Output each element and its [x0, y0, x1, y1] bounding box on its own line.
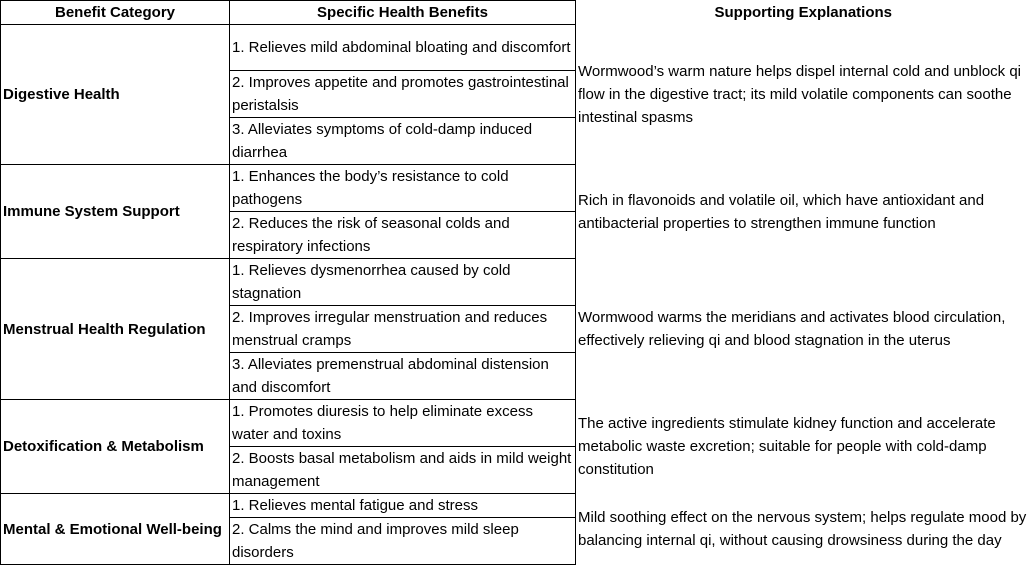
table-row	[1, 400, 1031, 447]
table-row	[1, 259, 1031, 306]
benefit-cell: 1. Relieves mental fatigue and stress	[230, 494, 576, 518]
benefit-cell: 2. Reduces the risk of seasonal colds and respiratory infections	[230, 212, 576, 259]
table-row	[1, 165, 1031, 212]
benefit-cell: 2. Calms the mind and improves mild sleep disorders	[230, 518, 576, 565]
explanation-cell: Rich in flavonoids and volatile oil, which have antioxidant and antibacterial properties to strengthen immune function	[578, 191, 985, 232]
explanation-cell: Wormwood’s warm nature helps dispel internal cold and unblock qi flow in the digestive tract; its mild volatile components can soothe intestinal spasms	[578, 63, 1022, 126]
category-cell: Digestive Health	[1, 25, 230, 165]
explanation-cell: The active ingredients stimulate kidney function and accelerate metabolic waste excretion; suitable for people with cold-damp constitution	[578, 415, 996, 478]
header-row	[1, 1, 1031, 25]
category-cell: Menstrual Health Regulation	[1, 259, 230, 400]
benefit-cell: 2. Improves irregular menstruation and reduces menstrual cramps	[230, 306, 576, 353]
benefit-cell: 1. Promotes diuresis to help eliminate excess water and toxins	[230, 400, 576, 447]
benefit-cell: 2. Improves appetite and promotes gastrointestinal peristalsis	[230, 71, 576, 118]
benefit-cell: 2. Boosts basal metabolism and aids in mild weight management	[230, 447, 576, 494]
header-specific-benefits: Specific Health Benefits	[230, 1, 576, 25]
benefit-cell: 1. Enhances the body’s resistance to cold pathogens	[230, 165, 576, 212]
table-row	[1, 494, 1031, 518]
benefit-cell: 1. Relieves mild abdominal bloating and discomfort	[230, 25, 576, 71]
category-cell: Immune System Support	[1, 165, 230, 259]
header-benefit-category: Benefit Category	[1, 1, 230, 25]
benefit-cell: 3. Alleviates symptoms of cold-damp induced diarrhea	[230, 118, 576, 165]
table-row	[1, 25, 1031, 71]
category-cell: Detoxification & Metabolism	[1, 400, 230, 494]
header-supporting-explanations: Supporting Explanations	[714, 4, 892, 21]
benefit-cell: 3. Alleviates premenstrual abdominal distension and discomfort	[230, 353, 576, 400]
explanation-cell: Mild soothing effect on the nervous system; helps regulate mood by balancing internal qi, without causing drowsiness during the day	[578, 509, 1027, 549]
category-cell: Mental & Emotional Well-being	[1, 494, 230, 565]
explanation-cell: Wormwood warms the meridians and activates blood circulation, effectively relieving qi and blood stagnation in the uterus	[578, 309, 1006, 349]
benefit-cell: 1. Relieves dysmenorrhea caused by cold stagnation	[230, 259, 576, 306]
